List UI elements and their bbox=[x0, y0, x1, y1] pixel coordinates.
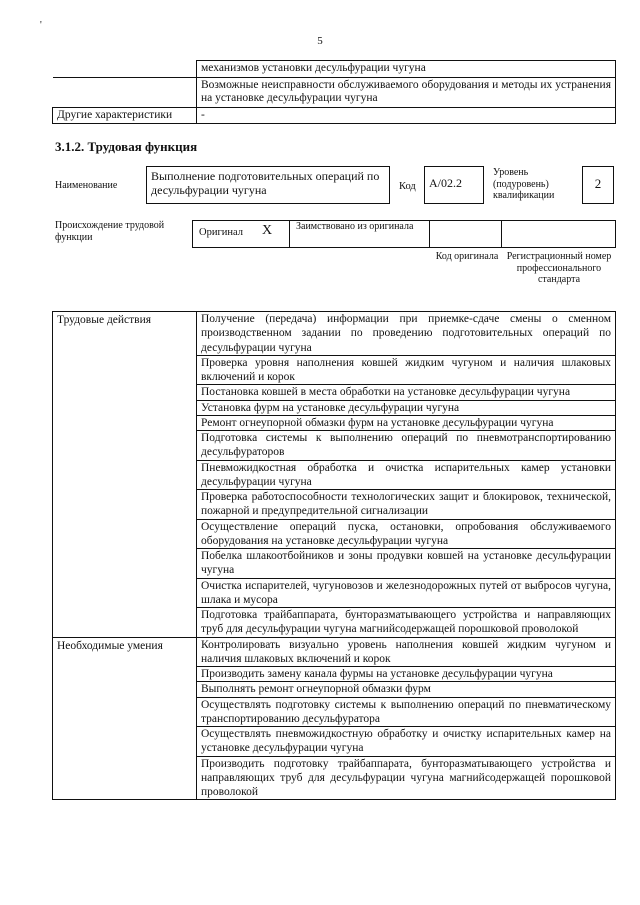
labor-action-item: Подготовка системы к выполнению операций по пневмотранспортированию десульфураторов bbox=[197, 431, 616, 461]
table-row bbox=[53, 61, 616, 78]
original-label: Оригинал bbox=[199, 227, 243, 238]
labor-action-item: Постановка ковшей в места обработки на установке десульфурации чугуна bbox=[197, 385, 616, 400]
function-code-value: A/02.2 bbox=[424, 166, 484, 204]
code-label: Код bbox=[399, 181, 416, 192]
labor-action-item: Установка фурм на установке десульфурации чугуна bbox=[197, 400, 616, 415]
skill-item: Выполнять ремонт огнеупорной обмазки фурм bbox=[197, 682, 616, 697]
labor-action-item: Ремонт огнеупорной обмазки фурм на установке десульфурации чугуна bbox=[197, 415, 616, 430]
origin-reg-number-cell bbox=[502, 220, 616, 248]
qualification-level-label: Уровень (подуровень) квалификации bbox=[493, 167, 555, 201]
labor-actions-label: Трудовые действия bbox=[53, 312, 197, 638]
original-mark: X bbox=[262, 223, 273, 238]
name-label: Наименование bbox=[55, 180, 118, 191]
corner-mark: ' bbox=[40, 20, 42, 31]
borrowed-label: Заимствовано из оригинала bbox=[296, 221, 414, 232]
other-characteristics-label: Другие характеристики bbox=[53, 107, 197, 124]
skill-item: Контролировать визуально уровень наполнения ковшей жидким чугуном и наличия шлаковых включений и корок bbox=[197, 637, 616, 667]
labor-action-item: Получение (передача) информации при приемке-сдаче смены о сменном производственном задании по проведению подготовительных операций по десульфурации чугуна bbox=[197, 312, 616, 356]
table-row bbox=[53, 312, 616, 356]
labor-function-table bbox=[52, 311, 616, 800]
table-row bbox=[53, 637, 616, 667]
table-cell-empty bbox=[53, 77, 197, 107]
labor-action-item: Пневможидкостная обработка и очистка испарительных камер установки десульфурации чугуна bbox=[197, 460, 616, 490]
labor-action-item: Проверка уровня наполнения ковшей жидким чугуном и наличия шлаковых включений и корок bbox=[197, 355, 616, 385]
skill-item: Осуществлять подготовку системы к выполнению операций по пневматическому транспортированию десульфуратора bbox=[197, 697, 616, 727]
origin-code-cell bbox=[430, 220, 502, 248]
code-original-caption: Код оригинала bbox=[435, 251, 499, 262]
table-row bbox=[53, 77, 616, 107]
table-cell: механизмов установки десульфурации чугуна bbox=[197, 61, 616, 78]
section-title: 3.1.2. Трудовая функция bbox=[55, 139, 198, 154]
skill-item: Производить замену канала фурмы на установке десульфурации чугуна bbox=[197, 667, 616, 682]
labor-action-item: Побелка шлакоотбойников и зоны продувки ковшей на установке десульфурации чугуна bbox=[197, 549, 616, 579]
table-cell-empty bbox=[53, 61, 197, 78]
labor-action-item: Подготовка трайбаппарата, бунторазматывающего устройства и направляющих труб для десульфурации чугуна магнийсодержащей порошковой проволокой bbox=[197, 608, 616, 638]
knowledge-table-continuation bbox=[52, 60, 616, 124]
labor-action-item: Осуществление операций пуска, остановки, опробования обслуживаемого оборудования на установке десульфурации чугуна bbox=[197, 519, 616, 549]
qualification-level-value: 2 bbox=[582, 166, 614, 204]
origin-label: Происхождение трудовой функции bbox=[55, 220, 165, 243]
function-name-value: Выполнение подготовительных операций по десульфурации чугуна bbox=[146, 166, 390, 204]
reg-number-caption: Регистрационный номер профессионального стандарта bbox=[506, 251, 612, 285]
page-number: 5 bbox=[317, 35, 323, 47]
required-skills-label: Необходимые умения bbox=[53, 637, 197, 800]
table-row bbox=[53, 107, 616, 124]
table-cell: Возможные неисправности обслуживаемого оборудования и методы их устранения на установке десульфурации чугуна bbox=[197, 77, 616, 107]
other-characteristics-value: - bbox=[197, 107, 616, 124]
labor-action-item: Проверка работоспособности технологических защит и блокировок, технической, пожарной и предупредительной сигнализации bbox=[197, 490, 616, 520]
skill-item: Осуществлять пневможидкостную обработку и очистку испарительных камер на установке десульфурации чугуна bbox=[197, 727, 616, 757]
labor-action-item: Очистка испарителей, чугуновозов и железнодорожных путей от выбросов чугуна, шлака и мусора bbox=[197, 578, 616, 608]
skill-item: Производить подготовку трайбаппарата, бунторазматывающего устройства и направляющих труб для десульфурации чугуна магнийсодержащей порошковой проволокой bbox=[197, 756, 616, 800]
